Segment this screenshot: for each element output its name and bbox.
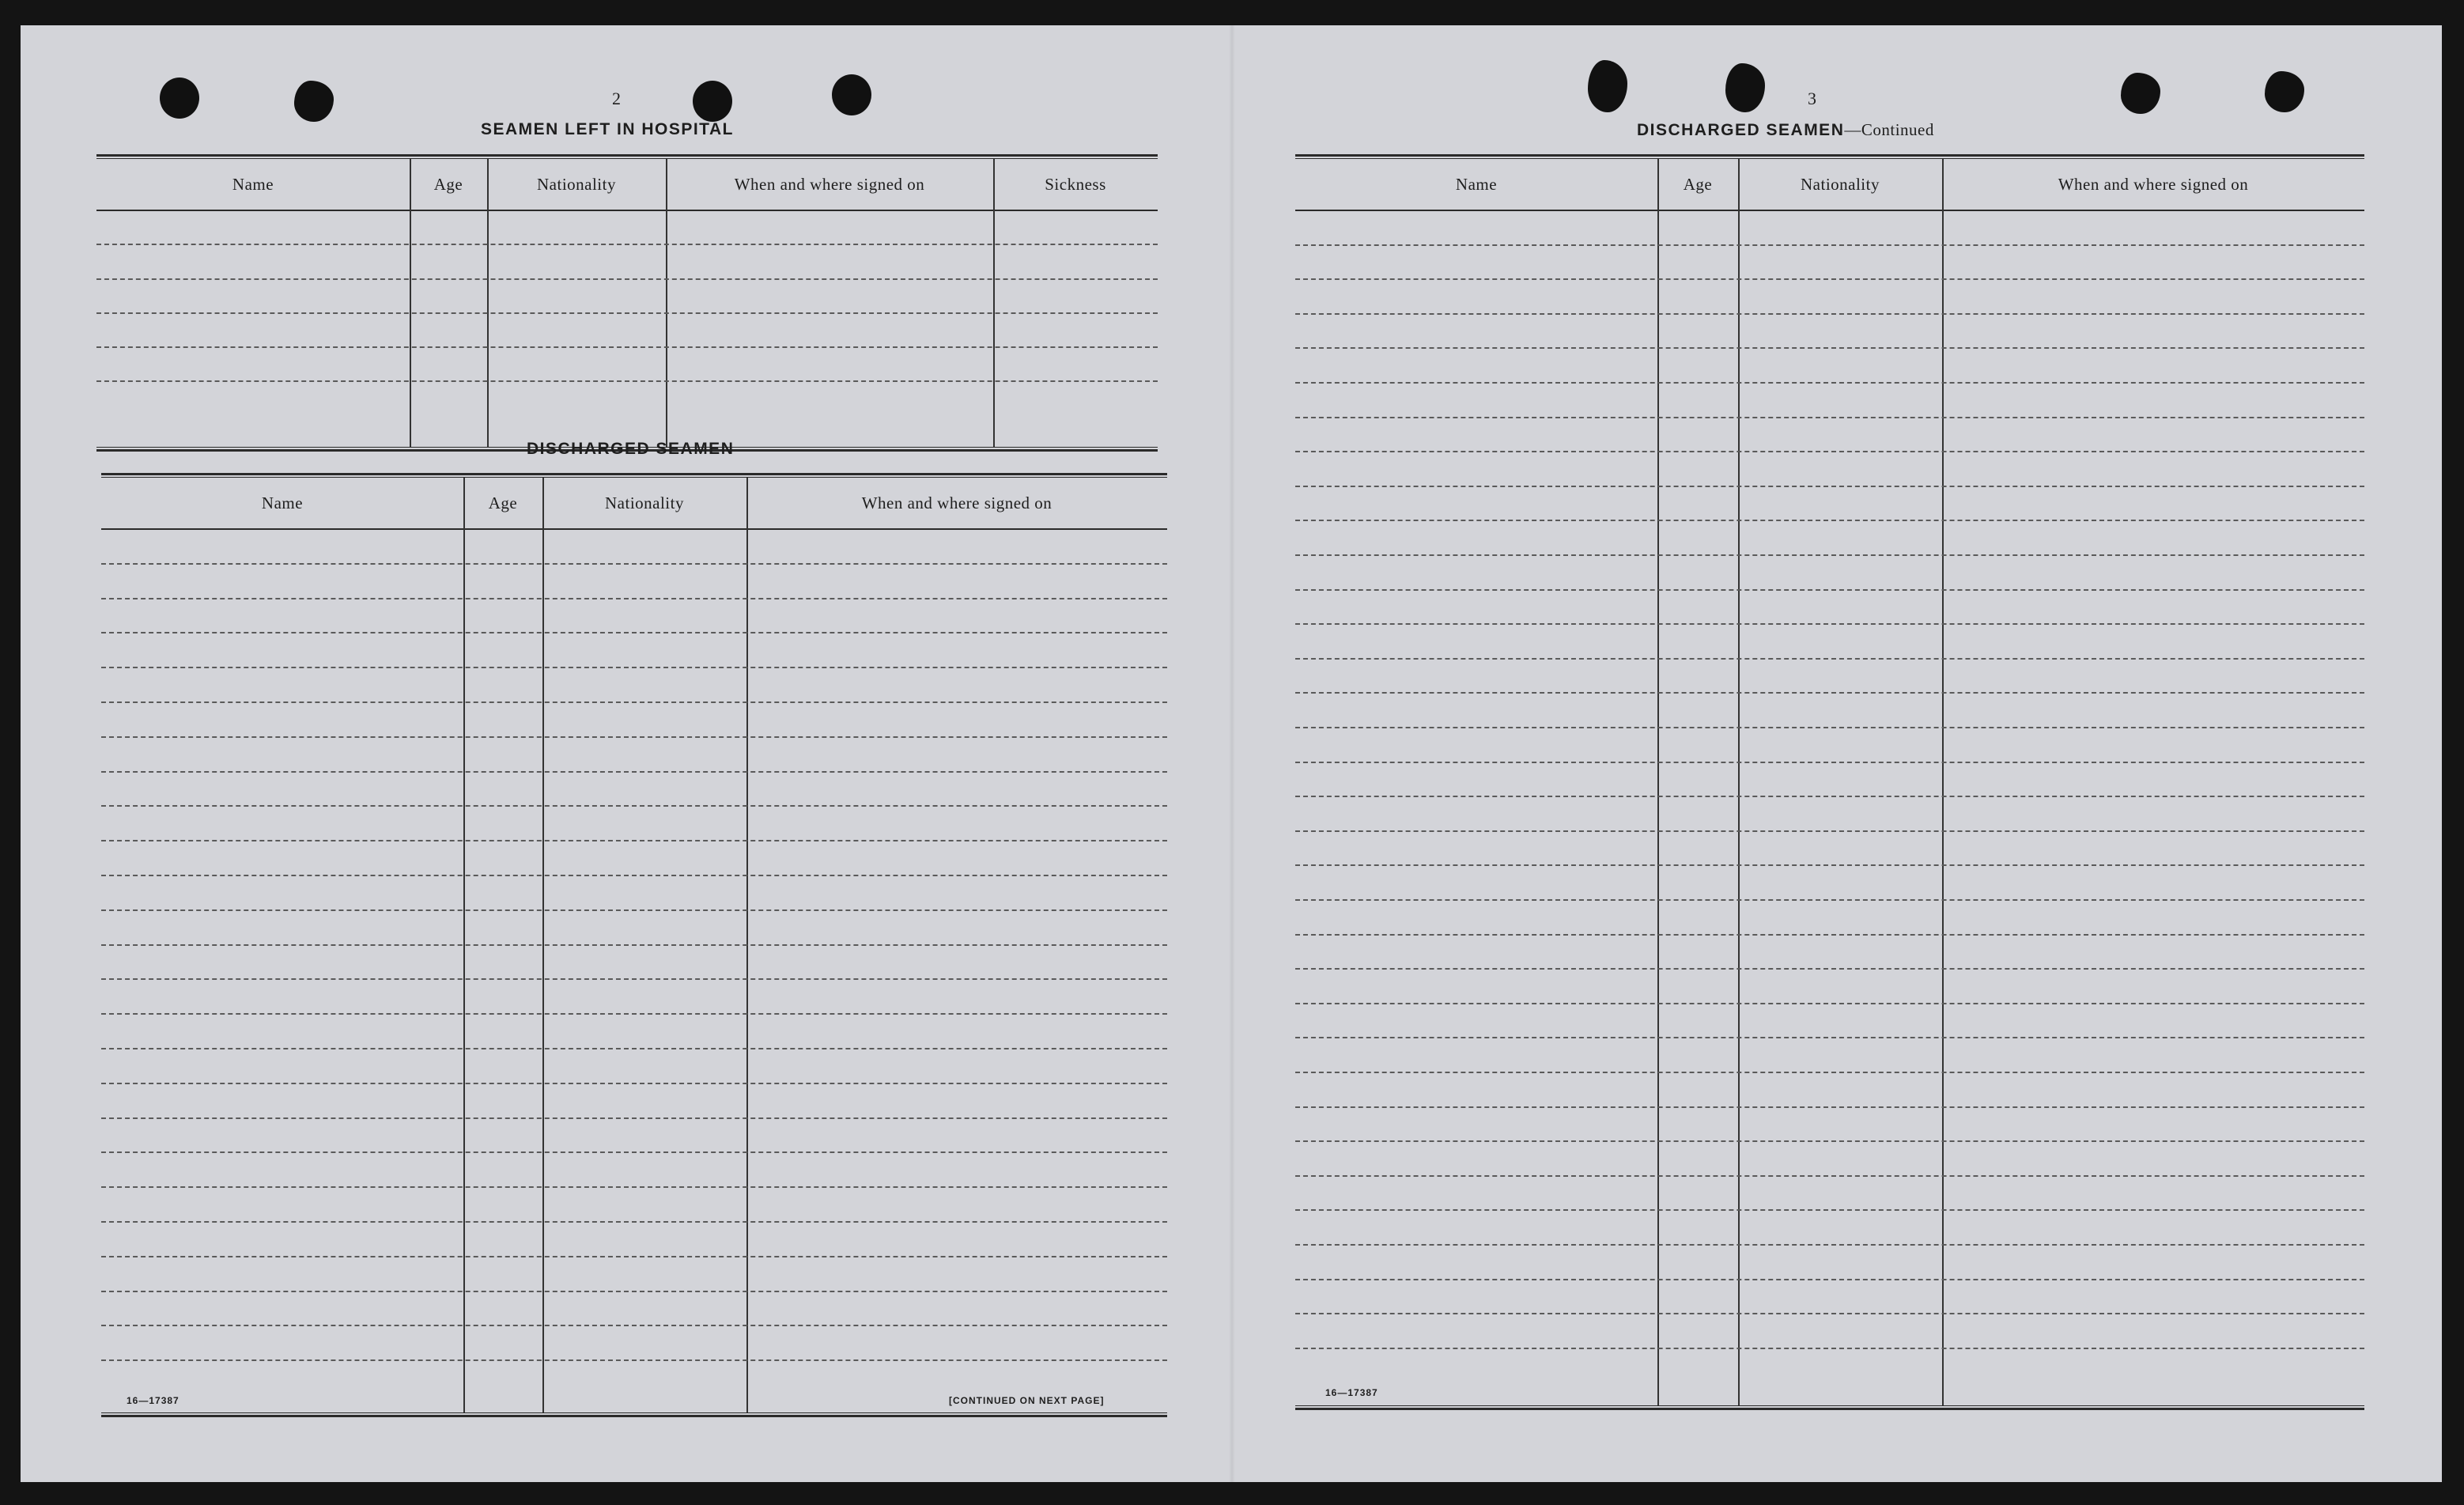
table-row (101, 530, 1167, 565)
column-header-name: Name (1455, 174, 1498, 194)
table-row (101, 807, 1167, 841)
table-row (101, 565, 1167, 599)
table-row (101, 1292, 1167, 1327)
table-row (1295, 728, 2364, 763)
discharged-table (101, 473, 1167, 1417)
table-row (1295, 246, 2364, 281)
table-row (1295, 1142, 2364, 1177)
column-header-age: Age (433, 174, 463, 194)
discharged-continued-title (1637, 120, 1934, 140)
continued-note: [CONTINUED ON NEXT PAGE] (949, 1395, 1105, 1406)
column-header-age: Age (488, 493, 518, 512)
page-number-right: 3 (1808, 89, 1817, 108)
discharged-continued-suffix: —Continued (1844, 120, 1934, 139)
table-bottom-rule (101, 1412, 1167, 1417)
table-row (1295, 866, 2364, 901)
hospital-table (96, 154, 1158, 452)
table-row (1295, 1038, 2364, 1073)
form-number-right: 16—17387 (1325, 1387, 1378, 1398)
table-row (1295, 418, 2364, 453)
page-fold (1229, 25, 1235, 1482)
punch-hole (160, 78, 199, 119)
column-header-age: Age (1683, 174, 1713, 194)
table-row (1295, 1211, 2364, 1246)
page-number-left: 2 (612, 89, 622, 108)
table-row (1295, 625, 2364, 660)
table-row (1295, 763, 2364, 798)
table-row (101, 599, 1167, 634)
table-row (1295, 970, 2364, 1004)
table-row (1295, 1004, 2364, 1039)
table-row (1295, 521, 2364, 556)
column-header-nationality: Nationality (1801, 174, 1880, 194)
table-row (1295, 487, 2364, 522)
discharged-continued-title-main: DISCHARGED SEAMEN (1637, 121, 1845, 139)
table-row (1295, 936, 2364, 970)
table-row (101, 911, 1167, 946)
table-row (1295, 384, 2364, 418)
punch-hole (1725, 63, 1765, 112)
table-row (101, 773, 1167, 807)
table-row (1295, 452, 2364, 487)
table-row (1295, 349, 2364, 384)
table-row (101, 1188, 1167, 1223)
table-row (101, 1223, 1167, 1257)
table-row (96, 280, 1158, 314)
table-row (101, 668, 1167, 703)
table-row (101, 633, 1167, 668)
punch-hole (2265, 71, 2304, 112)
table-row (1295, 1280, 2364, 1315)
table-row (101, 1084, 1167, 1119)
table-header (101, 478, 1167, 530)
table-row (1295, 591, 2364, 626)
table-row (1295, 1177, 2364, 1212)
table-row (96, 211, 1158, 245)
table-row (1295, 797, 2364, 832)
table-row (101, 1119, 1167, 1154)
punch-hole (832, 74, 871, 115)
form-number-left: 16—17387 (127, 1395, 180, 1406)
table-row (1295, 1246, 2364, 1280)
column-header-signed-on: When and where signed on (734, 174, 925, 194)
table-row (101, 876, 1167, 911)
table-row (101, 1015, 1167, 1049)
table-row (1295, 832, 2364, 867)
hospital-section-title: SEAMEN LEFT IN HOSPITAL (481, 120, 734, 138)
column-header-nationality: Nationality (537, 174, 616, 194)
table-row (1295, 211, 2364, 246)
column-header-signed-on: When and where signed on (861, 493, 1052, 512)
table-row (101, 703, 1167, 738)
table-row (1295, 280, 2364, 315)
table-row (101, 738, 1167, 773)
table-row (101, 1153, 1167, 1188)
column-header-sickness: Sickness (1045, 174, 1106, 194)
table-row (1295, 315, 2364, 350)
table-header (1295, 159, 2364, 211)
table-row (101, 946, 1167, 981)
table-header (96, 159, 1158, 211)
table-bottom-rule (1295, 1405, 2364, 1410)
column-header-nationality: Nationality (605, 493, 684, 512)
punch-hole (693, 81, 732, 122)
table-row (1295, 1314, 2364, 1349)
column-header-name: Name (232, 174, 274, 194)
table-row (1295, 660, 2364, 694)
punch-hole (294, 81, 334, 122)
table-row (96, 348, 1158, 382)
table-row (1295, 694, 2364, 728)
table-row (96, 314, 1158, 348)
table-row (101, 1326, 1167, 1361)
punch-hole (2121, 73, 2160, 114)
table-row (96, 245, 1158, 279)
table-row (1295, 901, 2364, 936)
table-row (1295, 1073, 2364, 1108)
column-header-name: Name (261, 493, 304, 512)
punch-hole (1588, 60, 1627, 112)
discharged-continued-table (1295, 154, 2364, 1410)
table-row (101, 1257, 1167, 1292)
discharged-section-title: DISCHARGED SEAMEN (527, 440, 735, 458)
table-row (1295, 1108, 2364, 1143)
document-sheet (21, 25, 2442, 1482)
table-row (101, 980, 1167, 1015)
table-row (1295, 556, 2364, 591)
table-row (101, 841, 1167, 876)
column-header-signed-on: When and where signed on (2058, 174, 2249, 194)
table-row (101, 1049, 1167, 1084)
